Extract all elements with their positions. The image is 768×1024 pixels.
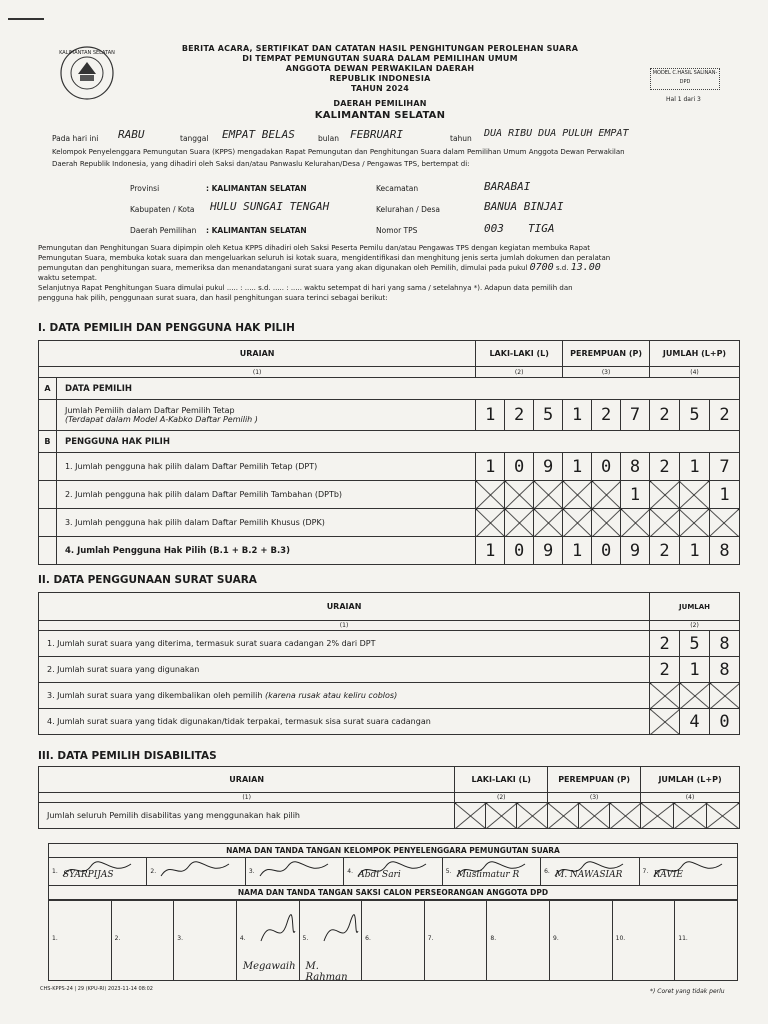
signature-name: SYARPIJAS <box>63 870 114 880</box>
saksi-signature-cell[interactable] <box>174 901 237 981</box>
s1-a-row1: Jumlah Pemilih dalam Daftar Pemilih Tetap <box>64 406 235 415</box>
digit-cell[interactable] <box>674 803 707 829</box>
digit-cell[interactable] <box>680 683 710 709</box>
signature-number: 10. <box>615 935 626 942</box>
digit-cell[interactable] <box>679 481 709 509</box>
signature-number: 9. <box>553 935 559 942</box>
digit-cell[interactable]: 8 <box>709 537 739 565</box>
digit-cell[interactable]: 1 <box>709 481 739 509</box>
svg-text:KALIMANTAN SELATAN: KALIMANTAN SELATAN <box>59 50 115 56</box>
dapil-value: : KALIMANTAN SELATAN <box>206 226 307 235</box>
s1-a-blank <box>39 400 57 431</box>
digit-cell[interactable]: 1 <box>563 400 592 431</box>
s1-b-letter: B <box>39 431 57 453</box>
signature-name: Muslimatur R <box>456 870 520 880</box>
hari-value: RABU <box>118 128 145 141</box>
page-number: Hal 1 dari 3 <box>666 96 701 103</box>
s1-b2-blank <box>39 481 57 509</box>
s1-n1: (1) <box>39 367 476 378</box>
kpps-sign-row <box>49 858 738 886</box>
signature-number: 5. <box>302 935 309 942</box>
digit-cell[interactable] <box>710 683 740 709</box>
signature-scribble <box>314 911 364 951</box>
digit-cell[interactable]: 2 <box>650 453 680 481</box>
paragraph-1c-text: pemungutan dan penghitungan suara, memeriksa dan menandatangani surat suara yang akan digunakan oleh Pemilih, dimulai pada pukul <box>38 264 528 272</box>
kpps-signature-cell[interactable] <box>245 858 343 886</box>
s2-n2: (2) <box>650 621 740 631</box>
signature-number: 8. <box>490 935 497 942</box>
signature-scribble <box>251 911 301 951</box>
digit-cell[interactable]: 9 <box>534 453 563 481</box>
kpps-signature-cell[interactable] <box>442 858 540 886</box>
s1-col-uraian: URAIAN <box>39 341 476 367</box>
saksi-sign-title: NAMA DAN TANDA TANGAN SAKSI CALON PERSEORANGAN ANGGOTA DPD <box>49 886 738 900</box>
kecamatan-value: BARABAI <box>484 180 531 193</box>
s1-a-title: DATA PEMILIH <box>56 378 739 400</box>
s1-n2: (2) <box>476 367 563 378</box>
header-line-4: REPUBLIK INDONESIA <box>329 74 431 83</box>
digit-cell[interactable] <box>650 683 680 709</box>
tahun-value: DUA RIBU DUA PULUH EMPAT <box>484 128 629 139</box>
end-time: 13.00 <box>570 262 601 273</box>
paragraph-1c <box>38 263 748 273</box>
s3-col-uraian: URAIAN <box>39 767 455 793</box>
section-1-title: I. DATA PEMILIH DAN PENGGUNA HAK PILIH <box>38 322 295 334</box>
s3-n1: (1) <box>39 793 455 803</box>
signature-number: 6. <box>544 868 550 875</box>
scan-mark <box>8 18 44 20</box>
kelurahan-value: BANUA BINJAI <box>484 200 564 213</box>
digit-cell[interactable]: 1 <box>476 400 505 431</box>
saksi-signature-cell[interactable] <box>49 901 112 981</box>
s1-b2: 2. Jumlah pengguna hak pilih dalam Daftar Pemilih Tambahan (DPTb) <box>56 481 475 509</box>
digit-cell[interactable] <box>517 803 548 829</box>
signature-name: M. NAWASIAR <box>555 870 623 880</box>
digit-cell[interactable] <box>534 481 563 509</box>
digit-cell[interactable] <box>641 803 674 829</box>
digit-cell[interactable]: 2 <box>592 400 621 431</box>
digit-cell[interactable] <box>563 509 592 537</box>
digit-cell[interactable]: 1 <box>679 537 709 565</box>
digit-cell[interactable] <box>486 803 517 829</box>
s2-n1: (1) <box>39 621 650 631</box>
s2-col-j: JUMLAH <box>650 593 740 621</box>
s1-a-letter: A <box>39 378 57 400</box>
digit-cell[interactable] <box>476 481 505 509</box>
digit-cell[interactable]: 7 <box>709 453 739 481</box>
signature-name: Abdi Sari <box>358 870 401 880</box>
s2-col-uraian: URAIAN <box>39 593 650 621</box>
signature-number: 3. <box>248 868 255 875</box>
section-3-table <box>38 766 740 829</box>
digit-cell[interactable]: 2 <box>505 400 534 431</box>
digit-cell[interactable]: 1 <box>476 537 505 565</box>
signature-number: 2. <box>150 868 157 875</box>
s1-b3-blank <box>39 509 57 537</box>
provinsi-value: : KALIMANTAN SELATAN <box>206 184 307 193</box>
digit-cell[interactable]: 8 <box>710 657 740 683</box>
digit-cell[interactable] <box>592 509 621 537</box>
s2-r3-text: 3. Jumlah surat suara yang dikembalikan oleh pemilih <box>47 691 265 700</box>
s1-n3: (3) <box>563 367 650 378</box>
daerah-value: KALIMANTAN SELATAN <box>314 110 446 121</box>
signature-name: Megawaih <box>242 961 296 972</box>
s1-col-p: PEREMPUAN (P) <box>563 341 650 367</box>
kpps-signature-cell[interactable] <box>147 858 245 886</box>
digit-cell[interactable]: 7 <box>621 400 650 431</box>
section-3-title: III. DATA PEMILIH DISABILITAS <box>38 750 217 762</box>
digit-cell[interactable] <box>621 509 650 537</box>
s3-col-j: JUMLAH (L+P) <box>641 767 740 793</box>
digit-cell[interactable]: 0 <box>592 453 621 481</box>
paragraph-1d: waktu setempat. <box>38 274 98 282</box>
signature-scribble <box>159 858 239 882</box>
s2-r1: 1. Jumlah surat suara yang diterima, termasuk surat suara cadangan 2% dari DPT <box>39 631 650 657</box>
signature-number: 2. <box>114 935 121 942</box>
digit-cell[interactable]: 0 <box>505 453 534 481</box>
digit-cell[interactable] <box>650 509 680 537</box>
saksi-signature-cell[interactable] <box>675 901 738 981</box>
signature-number: 7. <box>427 935 434 942</box>
s1-b4-blank <box>39 537 57 565</box>
digit-cell[interactable]: 9 <box>534 537 563 565</box>
s1-b1-blank <box>39 453 57 481</box>
signature-number: 1. <box>52 868 58 875</box>
saksi-signature-cell[interactable] <box>487 901 550 981</box>
s1-b-title: PENGGUNA HAK PILIH <box>56 431 739 453</box>
digit-cell[interactable] <box>548 803 579 829</box>
section-1-table <box>38 340 740 565</box>
digit-cell[interactable]: 5 <box>680 631 710 657</box>
digit-cell[interactable]: 1 <box>563 453 592 481</box>
digit-cell[interactable] <box>706 803 739 829</box>
kpps-sign-title: NAMA DAN TANDA TANGAN KELOMPOK PENYELENGGARA PEMUNGUTAN SUARA <box>49 844 738 858</box>
header-line-5: TAHUN 2024 <box>351 84 409 93</box>
start-time: 0700 <box>529 262 554 273</box>
digit-cell[interactable] <box>534 509 563 537</box>
digit-cell[interactable]: 2 <box>650 400 680 431</box>
s3-n3: (3) <box>548 793 641 803</box>
digit-cell[interactable] <box>592 481 621 509</box>
s3-n2: (2) <box>455 793 548 803</box>
digit-cell[interactable]: 1 <box>563 537 592 565</box>
digit-cell[interactable] <box>610 803 641 829</box>
s3-n4: (4) <box>641 793 740 803</box>
s1-n4: (4) <box>650 367 740 378</box>
saksi-table <box>48 900 738 981</box>
digit-cell[interactable] <box>455 803 486 829</box>
kpps-signature-cell[interactable] <box>639 858 737 886</box>
provinsi-label: Provinsi <box>130 184 160 193</box>
signature-number: 7. <box>642 868 649 875</box>
kecamatan-label: Kecamatan <box>376 184 419 193</box>
signature-number: 11. <box>678 935 688 942</box>
digit-cell[interactable]: 1 <box>679 453 709 481</box>
digit-cell[interactable]: 0 <box>505 537 534 565</box>
signature-number: 6. <box>365 935 371 942</box>
signature-name: M. Rahman <box>305 961 348 983</box>
province-logo <box>58 44 116 102</box>
digit-cell[interactable]: 1 <box>680 657 710 683</box>
saksi-signature-cell[interactable] <box>424 901 487 981</box>
digit-cell[interactable]: 2 <box>650 631 680 657</box>
tanggal-label: tanggal <box>180 134 209 143</box>
kelurahan-label: Kelurahan / Desa <box>376 205 440 214</box>
s1-a-desc <box>56 400 475 431</box>
digit-cell[interactable]: 0 <box>710 709 740 735</box>
daerah-label: DAERAH PEMILIHAN <box>333 99 427 108</box>
digit-cell[interactable]: 4 <box>680 709 710 735</box>
s2-r3-note: (karena rusak atau keliru coblos) <box>264 691 398 700</box>
model-box: MODEL C.HASIL SALINAN-DPD <box>650 68 720 90</box>
tanggal-value: EMPAT BELAS <box>222 128 295 141</box>
s1-row-a <box>39 400 740 431</box>
signature-number: 5. <box>445 868 452 875</box>
digit-cell[interactable]: 8 <box>710 631 740 657</box>
saksi-signature-cell[interactable] <box>362 901 425 981</box>
paragraph-2b: pengguna hak pilih, penggunaan surat suara, dan hasil penghitungan suara terinci sebagai berikut: <box>38 294 388 302</box>
kpps-signature-cell[interactable] <box>541 858 639 886</box>
saksi-signature-cell[interactable] <box>299 901 362 981</box>
digit-cell[interactable] <box>505 481 534 509</box>
kpps-signature-cell[interactable] <box>49 858 147 886</box>
sd-label: s.d. <box>555 264 569 272</box>
digit-cell[interactable] <box>476 509 505 537</box>
signature-number: 4. <box>347 868 353 875</box>
digit-cell[interactable]: 8 <box>621 453 650 481</box>
digit-cell[interactable] <box>650 481 680 509</box>
digit-cell[interactable] <box>650 709 680 735</box>
s1-col-j: JUMLAH (L+P) <box>650 341 740 367</box>
footer-right: *) Coret yang tidak perlu <box>650 988 725 995</box>
dapil-label: Daerah Pemilihan <box>130 226 197 235</box>
digit-cell[interactable]: 1 <box>476 453 505 481</box>
s1-a-row2: (Terdapat dalam Model A-Kabko Daftar Pemilih ) <box>64 415 258 424</box>
intro-line-2: Kelompok Penyelenggara Pemungutan Suara (KPPS) mengadakan Rapat Pemungutan dan Penghitungan Suara dalam Pemilihan Umum Anggota Dewan Perwakilan <box>52 148 625 156</box>
bulan-value: FEBRUARI <box>350 128 403 141</box>
bulan-label: bulan <box>318 134 339 143</box>
paragraph-1a: Pemungutan dan Penghitungan Suara dipimpin oleh Ketua KPPS dihadiri oleh Saksi Peserta Pemilu dan/atau Pengawas TPS dengan kegiatan membuka Rapat <box>38 244 591 252</box>
digit-cell[interactable] <box>679 509 709 537</box>
section-2-title: II. DATA PENGGUNAAN SURAT SUARA <box>38 574 257 586</box>
signature-number: 3. <box>177 935 183 942</box>
intro-line-3: Daerah Republik Indonesia, yang dihadiri oleh Saksi dan/atau Panwaslu Kelurahan/Desa / Pengawas TPS, bertempat di: <box>52 160 470 168</box>
digit-cell[interactable]: 1 <box>621 481 650 509</box>
tahun-label: tahun <box>450 134 472 143</box>
s3-col-p: PEREMPUAN (P) <box>548 767 641 793</box>
digit-cell[interactable]: 9 <box>621 537 650 565</box>
saksi-sign-row <box>49 901 738 981</box>
digit-cell[interactable] <box>563 481 592 509</box>
paragraph-1 <box>38 243 748 303</box>
s1-col-l: LAKI-LAKI (L) <box>476 341 563 367</box>
tps-value: 003 <box>484 222 504 235</box>
digit-cell[interactable]: 2 <box>709 400 739 431</box>
section-2-table <box>38 592 740 735</box>
kabupaten-value: HULU SUNGAI TENGAH <box>210 200 330 213</box>
digit-cell[interactable] <box>709 509 739 537</box>
header-line-2: DI TEMPAT PEMUNGUTAN SUARA DALAM PEMILIHAN UMUM <box>242 54 518 63</box>
digit-cell[interactable] <box>505 509 534 537</box>
s1-b4: 4. Jumlah Pengguna Hak Pilih (B.1 + B.2 + B.3) <box>56 537 475 565</box>
saksi-signature-cell[interactable] <box>236 901 299 981</box>
header-line-3: ANGGOTA DEWAN PERWAKILAN DAERAH <box>285 64 475 73</box>
digit-cell[interactable] <box>579 803 610 829</box>
saksi-signature-cell[interactable] <box>550 901 613 981</box>
header-line-1: BERITA ACARA, SERTIFIKAT DAN CATATAN HASIL PENGHITUNGAN PEROLEHAN SUARA <box>181 44 579 53</box>
s3-col-l: LAKI-LAKI (L) <box>455 767 548 793</box>
signature-scribble <box>258 858 338 882</box>
tps-word: TIGA <box>528 222 555 235</box>
digit-cell[interactable]: 2 <box>650 537 680 565</box>
s1-b3: 3. Jumlah pengguna hak pilih dalam Daftar Pemilih Khusus (DPK) <box>56 509 475 537</box>
digit-cell[interactable]: 0 <box>592 537 621 565</box>
footer-left: CHS-KPPS-24 | 29 (KPU-RI) 2023-11-14 08:02 <box>40 986 153 992</box>
digit-cell[interactable]: 5 <box>534 400 563 431</box>
signature-name: RAVIE <box>653 870 683 880</box>
s2-r4: 4. Jumlah surat suara yang tidak digunakan/tidak terpakai, termasuk sisa surat suara cadangan <box>39 709 650 735</box>
signature-number: 1. <box>52 935 58 942</box>
digit-cell[interactable]: 2 <box>650 657 680 683</box>
pada-hari-label: Pada hari ini <box>52 134 99 143</box>
paragraph-1b: Pemungutan Suara, membuka kotak suara dan mengeluarkan seluruh isi kotak suara, mengidentifikasi dan menghitung jenis serta jumlah dokumen dan peralatan <box>38 254 611 262</box>
kabupaten-label: Kabupaten / Kota <box>130 205 195 214</box>
s2-r3 <box>39 683 650 709</box>
s2-r2: 2. Jumlah surat suara yang digunakan <box>39 657 650 683</box>
tps-label: Nomor TPS <box>376 226 418 235</box>
kpps-signature-cell[interactable] <box>344 858 442 886</box>
s1-b1: 1. Jumlah pengguna hak pilih dalam Daftar Pemilih Tetap (DPT) <box>56 453 475 481</box>
saksi-signature-cell[interactable] <box>111 901 174 981</box>
digit-cell[interactable]: 5 <box>679 400 709 431</box>
signature-number: 4. <box>239 935 246 942</box>
s3-r1: Jumlah seluruh Pemilih disabilitas yang menggunakan hak pilih <box>39 803 455 829</box>
saksi-signature-cell[interactable] <box>612 901 675 981</box>
signature-table <box>48 843 738 900</box>
paragraph-2a: Selanjutnya Rapat Penghitungan Suara dimulai pukul ..... : ..... s.d. ..... : ..... waktu setempat di hari yang sama / setelahnya *). Adapun data pemilih dan <box>38 284 573 292</box>
